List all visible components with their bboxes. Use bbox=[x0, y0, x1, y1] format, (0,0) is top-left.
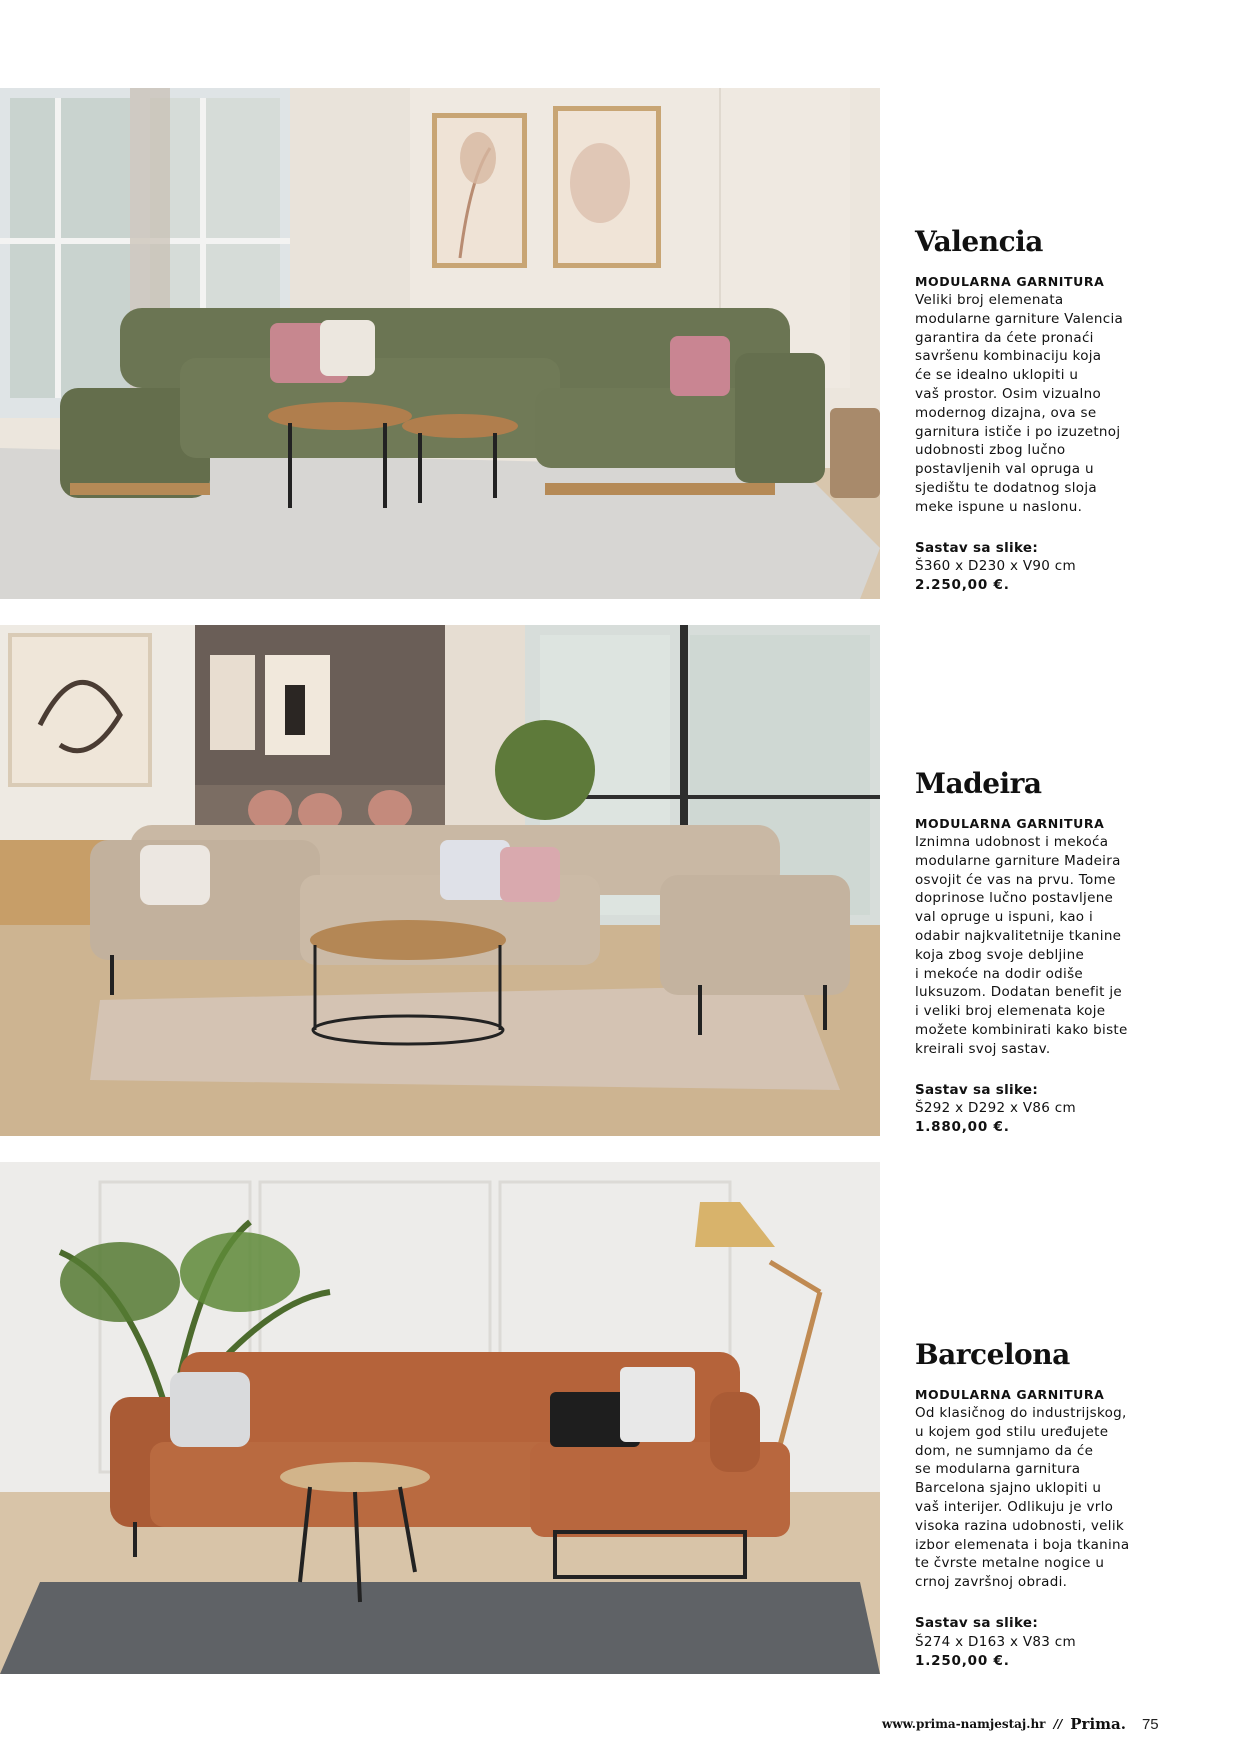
spec-dimensions: Š292 x D292 x V86 cm bbox=[915, 1100, 1076, 1117]
barcelona-room-illustration bbox=[0, 1162, 880, 1674]
product-type: MODULARNA GARNITURA bbox=[915, 274, 1105, 289]
price: 2.250,00 €. bbox=[915, 577, 1010, 594]
spec-dimensions: Š274 x D163 x V83 cm bbox=[915, 1633, 1076, 1650]
price: 1.250,00 €. bbox=[915, 1652, 1010, 1669]
product-description: Veliki broj elemenata modularne garniture Valencia garantira da ćete pronaći savršenu kombinaciju koja će se idealno uklopiti u vaš prostor. Osim vizualno modernog dizajna, ova se garnitura ističe i po izuzetnoj udobnosti zbog lučno postavljenih val opruga u sjedištu te dodatnog sloja meke ispune u naslonu. bbox=[915, 292, 1124, 515]
product-type: MODULARNA GARNITURA bbox=[915, 816, 1105, 831]
product-name: Barcelona bbox=[915, 1338, 1070, 1371]
product-name: Madeira bbox=[915, 767, 1042, 800]
page-number: 75 bbox=[1141, 1715, 1159, 1733]
madeira-room-illustration bbox=[0, 625, 880, 1136]
website-link[interactable]: www.prima-namjestaj.hr bbox=[882, 1717, 1046, 1731]
page-footer bbox=[882, 1713, 1182, 1735]
product-barcelona bbox=[915, 1338, 1215, 1670]
spec-label: Sastav sa slike: bbox=[915, 1081, 1039, 1098]
spec-label: Sastav sa slike: bbox=[915, 1614, 1039, 1631]
spec-dimensions: Š360 x D230 x V90 cm bbox=[915, 558, 1076, 575]
valencia-photo bbox=[0, 88, 880, 599]
product-description: Od klasičnog do industrijskog, u kojem god stilu uređujete dom, ne sumnjamo da će se modularna garnitura Barcelona sjajno uklopiti u vaš interijer. Odlikuju je vrlo visoka razina udobnosti, velik izbor elemenata i boja tkanina te čvrste metalne nogice u crnoj završnoj obradi. bbox=[915, 1405, 1130, 1591]
price: 1.880,00 €. bbox=[915, 1119, 1010, 1136]
product-description: Iznimna udobnost i mekoća modularne garniture Madeira osvojit će vas na prvu. Tome doprinose lučno postavljene val opruge u ispuni, kao i odabir najkvalitetnije tkanine koja zbog svoje debljine i mekoće na dodir odiše luksuzom. Dodatan benefit je i veliki broj elemenata koje možete kombinirati kako biste kreirali svoj sastav. bbox=[915, 834, 1128, 1057]
product-madeira bbox=[915, 767, 1215, 1137]
product-name: Valencia bbox=[915, 225, 1043, 258]
product-valencia bbox=[915, 225, 1215, 595]
product-type: MODULARNA GARNITURA bbox=[915, 1387, 1105, 1402]
spec-label: Sastav sa slike: bbox=[915, 539, 1039, 556]
madeira-photo bbox=[0, 625, 880, 1136]
brand-logo: Prima. bbox=[1070, 1715, 1126, 1733]
footer-separator: // bbox=[1053, 1717, 1063, 1731]
valencia-room-illustration bbox=[0, 88, 880, 599]
barcelona-photo bbox=[0, 1162, 880, 1674]
